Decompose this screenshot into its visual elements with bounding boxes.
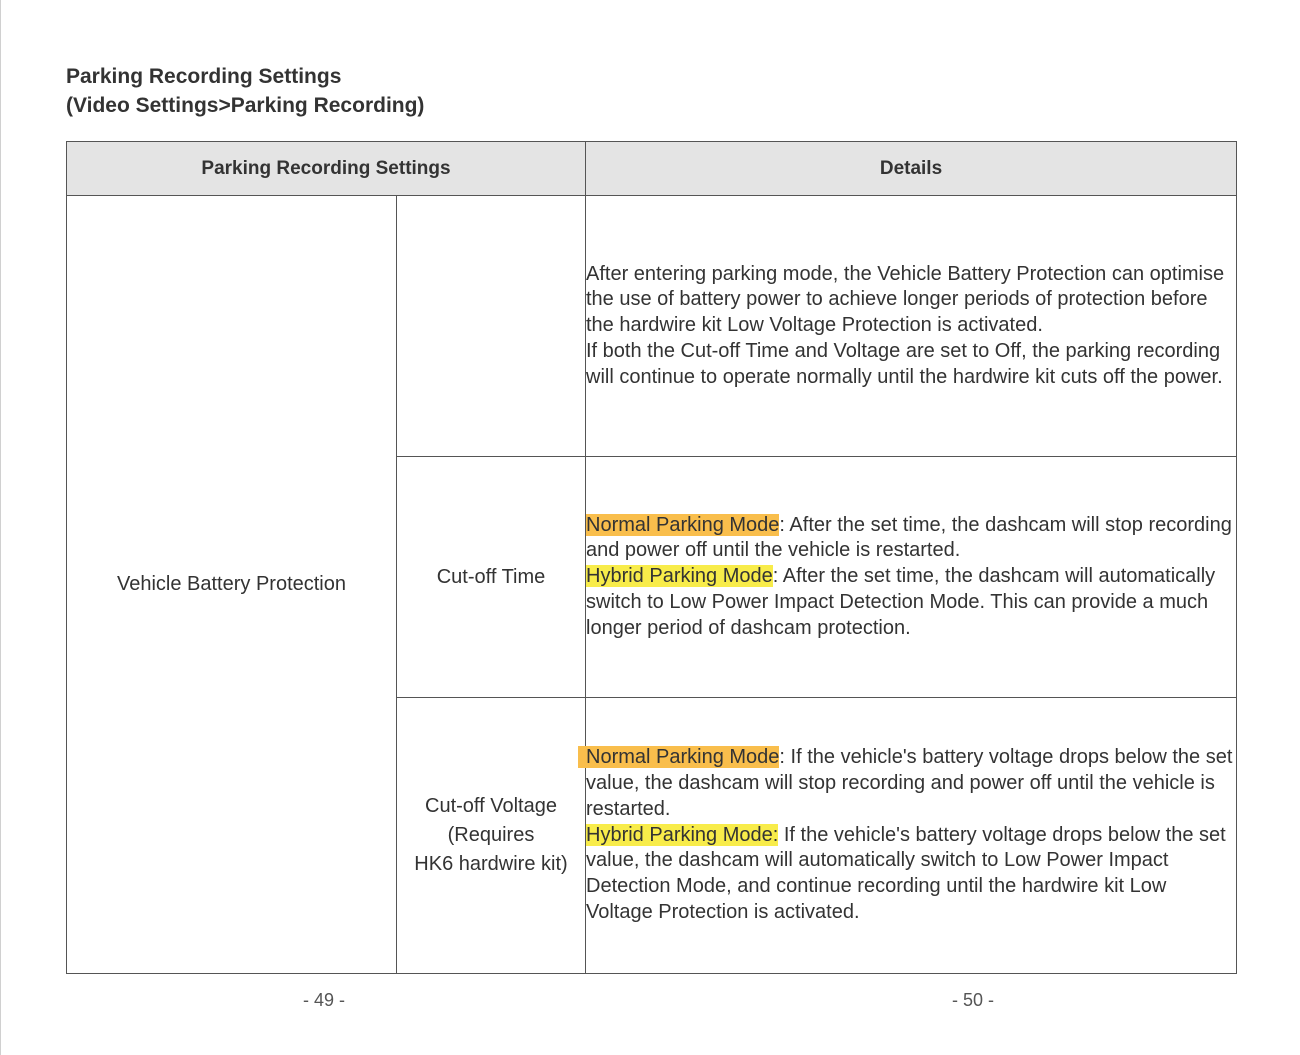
row-label-line: HK6 hardwire kit)	[414, 853, 568, 875]
section-title	[66, 62, 424, 120]
normal-parking-mode-highlight: Normal Parking Mode	[586, 513, 780, 536]
row-label-line: Cut-off Voltage	[425, 795, 557, 817]
detail-paragraph	[586, 745, 1236, 822]
table-row	[67, 196, 1237, 457]
table-header-row	[67, 142, 1237, 196]
row-label-cutoff-time	[397, 457, 586, 698]
header-settings: Parking Recording Settings	[67, 142, 586, 196]
normal-parking-mode-highlight: Normal Parking Mode	[578, 746, 779, 768]
row-label-line: (Requires	[447, 824, 535, 846]
detail-cell	[586, 698, 1237, 974]
detail-text: : After the set time, the dashcam will stop recording and power off until the vehicle is restarted.	[586, 513, 1232, 562]
detail-text: After entering parking mode, the Vehicle Battery Protection can optimise the use of battery power to achieve longer periods of protection before the hardwire kit Low Voltage Protection is activated.	[586, 262, 1225, 337]
detail-text: If the vehicle's battery voltage drops below the set value, the dashcam will automatically switch to Low Power Impact Detection Mode, and continue recording until the hardwire kit Low Voltage Protection is activated.	[586, 823, 1226, 923]
section-title-line2: (Video Settings>Parking Recording)	[66, 94, 425, 117]
detail-paragraph	[586, 564, 1236, 641]
hybrid-parking-mode-highlight: Hybrid Parking Mode	[586, 565, 773, 588]
detail-text: : If the vehicle's battery voltage drops below the set value, the dashcam will stop recording and power off until the vehicle is restarted.	[586, 746, 1233, 820]
detail-text: If both the Cut-off Time and Voltage are set to Off, the parking recording will continue to operate normally until the hardwire kit cuts off the power.	[586, 339, 1223, 388]
detail-cell	[586, 457, 1237, 698]
detail-paragraph	[586, 262, 1236, 339]
detail-cell	[586, 196, 1237, 457]
page-number-left: - 49 -	[303, 990, 346, 1010]
detail-paragraph	[586, 513, 1236, 565]
detail-paragraph	[586, 823, 1236, 926]
hybrid-parking-mode-highlight: Hybrid Parking Mode:	[586, 823, 779, 846]
detail-text: : After the set time, the dashcam will automatically switch to Low Power Impact Detection Mode. This can provide a much longer period of dashcam protection.	[586, 565, 1216, 639]
row-label-cutoff-voltage	[397, 698, 586, 974]
header-details: Details	[586, 142, 1237, 196]
detail-paragraph	[586, 339, 1236, 391]
row-label-empty	[397, 196, 586, 457]
row-label-line: Cut-off Time	[436, 565, 546, 588]
page-number-right: - 50 -	[952, 990, 995, 1010]
group-label-text: Vehicle Battery Protection	[116, 573, 346, 595]
section-title-line1: Parking Recording Settings	[66, 65, 342, 88]
settings-table	[66, 141, 1237, 974]
group-label	[67, 196, 397, 974]
page-edge	[0, 0, 1, 1055]
